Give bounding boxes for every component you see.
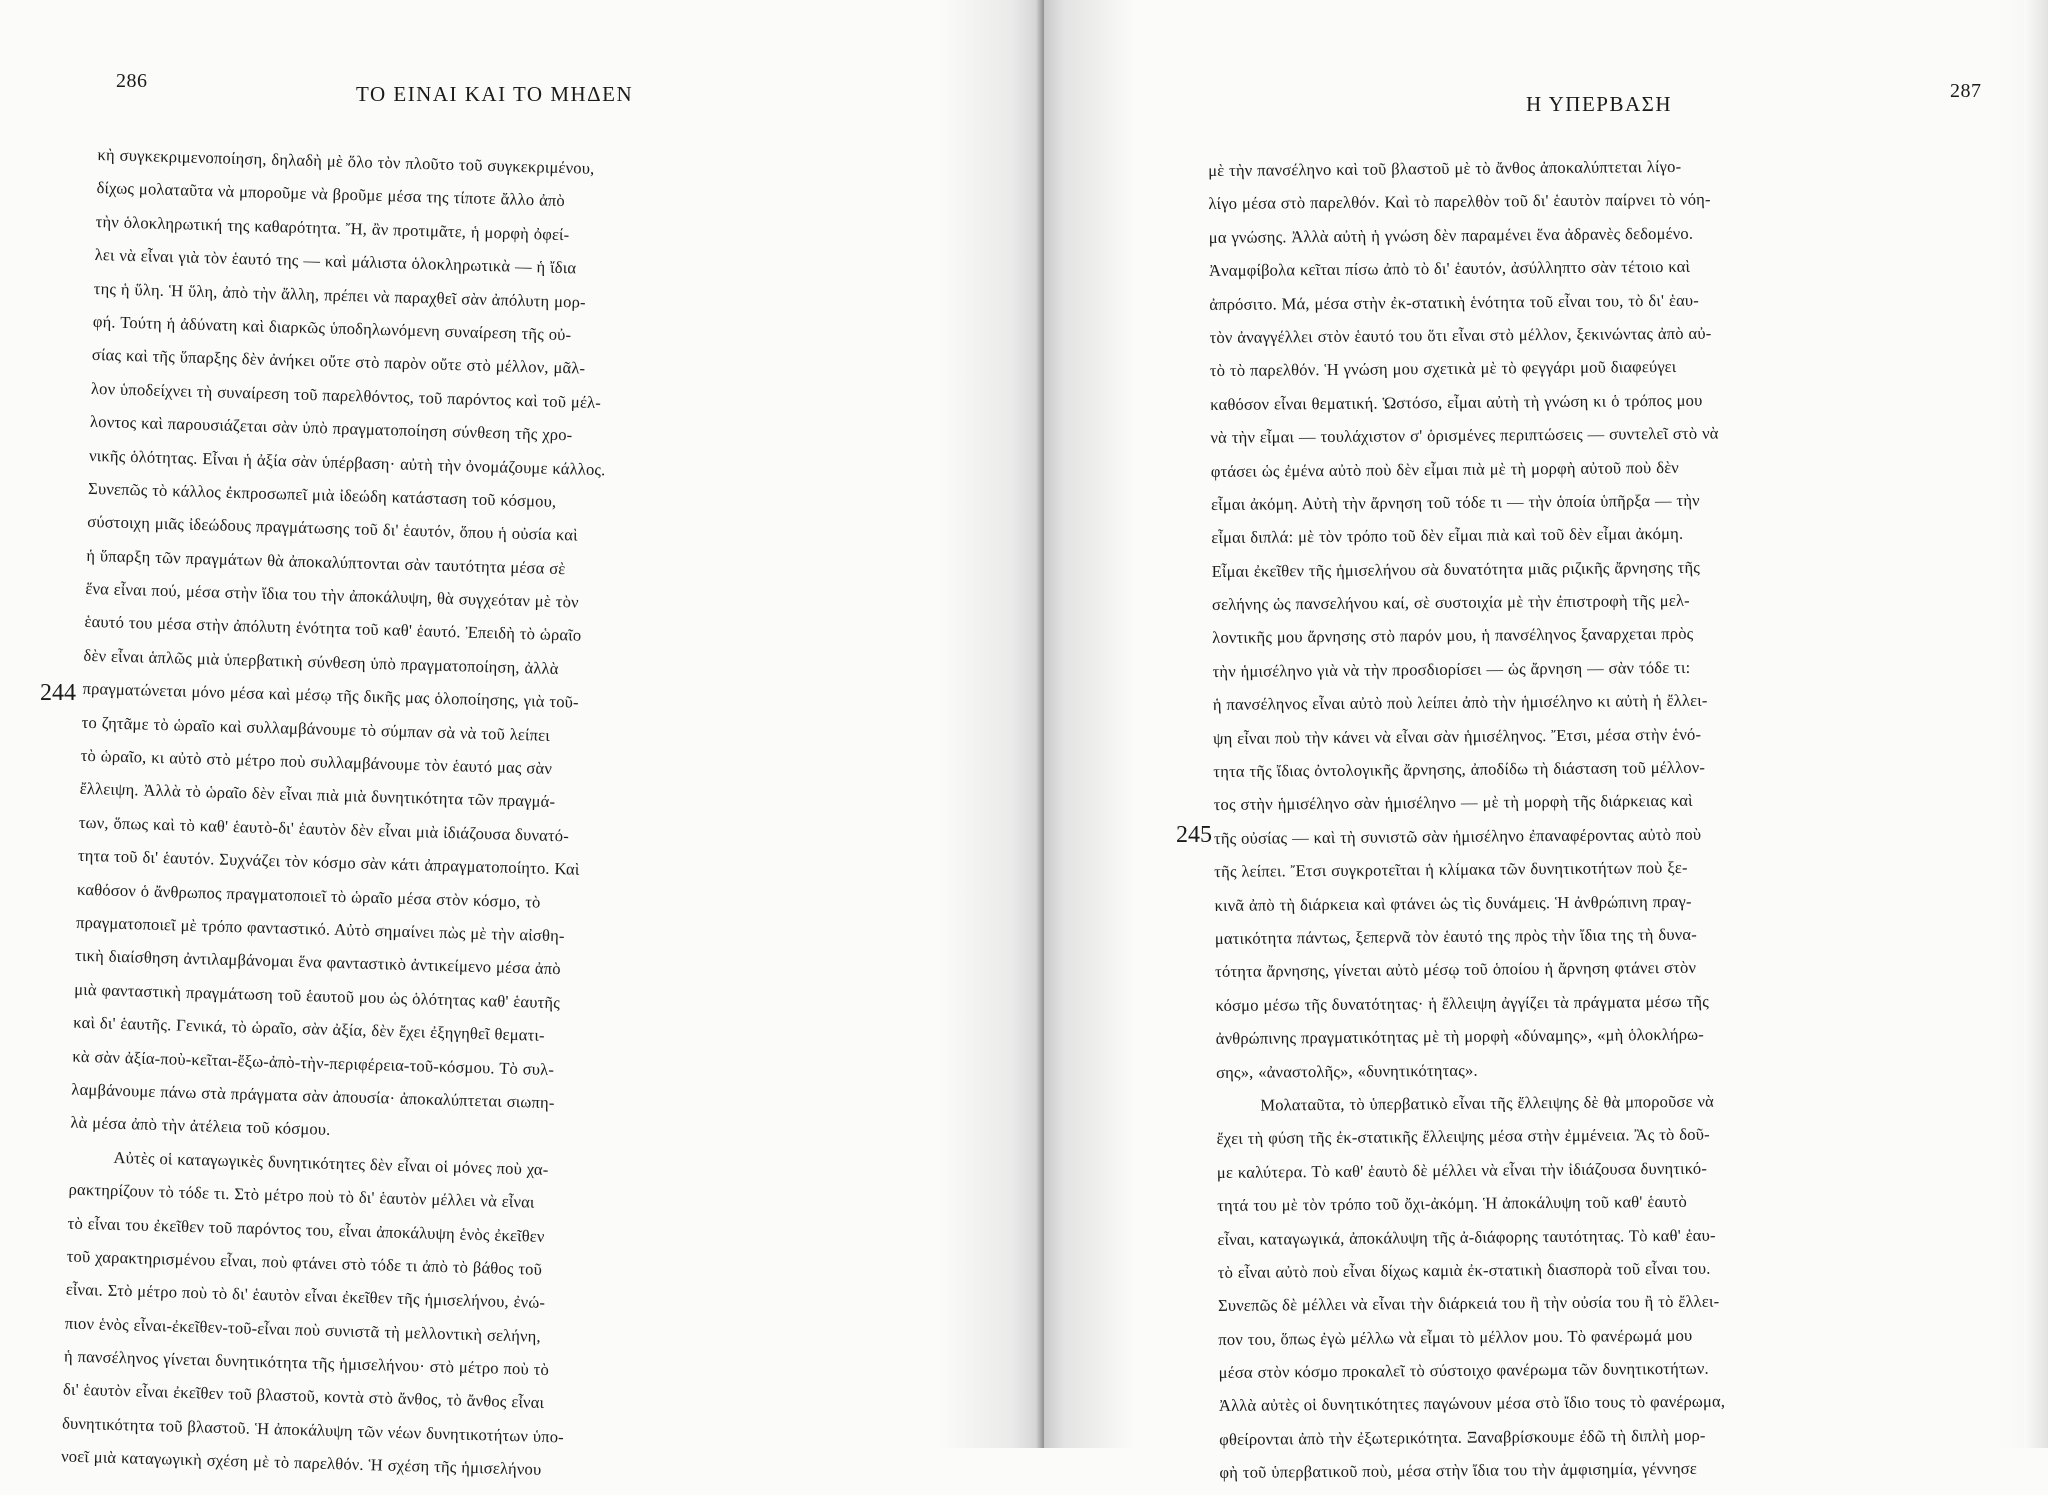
text-line: σης», «ἀναστολῆς», «δυνητικότητας».	[1215, 1060, 1478, 1082]
text-line: εἶμαι ἀκόμη. Αὐτὴ τὴν ἄρνηση τοῦ τόδε τι — τὴν ὁποία ὑπῆρξα — τὴν	[1210, 490, 1700, 514]
text-line: τικὴ διαίσθηση ἀντιλαμβάνομαι ἕνα φανταστικὸ ἀντικείμενο μέσα ἀπὸ	[74, 946, 562, 979]
text-line: Αὐτὲς οἱ καταγωγικὲς δυνητικότητες δὲν εἶναι οἱ μόνες ποὺ χα-	[113, 1147, 549, 1179]
text-line: εἶναι, καταγωγικά, ἀποκάλυψη τῆς ἀ-διάφορης ταυτότητας. Τὸ καθ' ἑαυ-	[1217, 1225, 1716, 1249]
page-number: 286	[116, 70, 148, 92]
text-line: λαμβάνουμε πάνω στὰ πράγματα σὰν ἀπουσία· ἀποκαλύπτεται σιωπη-	[71, 1079, 555, 1113]
text-line: πραγματώνεται μόνο μέσα καὶ μέσῳ τῆς δικῆς μας ὁλοποίησης, γιὰ τοῦ-	[82, 679, 579, 712]
text-line: ἔχει τὴ φύση τῆς ἐκ-στατικῆς ἔλλειψης μέσα στὴν ἐμμένεια. Ἂς τὸ δοῦ-	[1216, 1124, 1710, 1149]
text-line: Συνεπῶς δὲ μέλλει νὰ εἶναι τὴν διάρκειά του ἢ τὴν οὐσία του ἢ τὸ ἔλλει-	[1217, 1291, 1720, 1316]
text-line: ἔλλειψη. Ἀλλὰ τὸ ὡραῖο δὲν εἶναι πιὰ μιὰ δυνητικότητα τῶν πραγμά-	[79, 779, 556, 812]
text-line: πον του, ὅπως ἐγὼ μέλλω νὰ εἶμαι τὸ μέλλον μου. Τὸ φανέρωμά μου	[1218, 1325, 1693, 1349]
text-line: νικῆς ὁλότητας. Εἶναι ἡ ἀξία σὰν ὑπέρβαση· αὐτὴ τὴν ὀνομάζουμε κάλλος.	[88, 445, 606, 479]
text-line: σίας καὶ τῆς ὕπαρξης δὲν ἀνήκει οὔτε στὸ παρὸν οὔτε στὸ μέλλον, μᾶλ-	[91, 345, 586, 379]
running-head: ΤΟ ΕΙΝΑΙ ΚΑΙ ΤΟ ΜΗΔΕΝ	[356, 82, 634, 106]
text-line: της ἡ ὕλη. Ἡ ὕλη, ἀπὸ τὴν ἄλλη, πρέπει νὰ παραχθεῖ σὰν ἀπόλυτη μορ-	[93, 278, 587, 312]
text-line: λει νὰ εἶναι γιὰ τὸν ἑαυτό της — καὶ μάλιστα ὁλοκληρωτικὰ — ἡ ἴδια	[94, 245, 577, 278]
running-head: Η ΥΠΕΡΒΑΣΗ	[1526, 92, 1673, 116]
text-line: ψη εἶναι ποὺ τὴν κάνει νὰ εἶναι σὰν ἡμισέληνος. Ἔτσι, μέσα στὴν ἑνό-	[1213, 724, 1702, 748]
text-line: Εἶμαι ἐκεῖθεν τῆς ἡμισελήνου σὰ δυνατότητα μιᾶς ριζικῆς ἄρνησης τῆς	[1211, 557, 1701, 581]
text-line: τητά του μὲ τὸν τρόπο τοῦ ὄχι-ἀκόμη. Ἡ ἀποκάλυψη τοῦ καθ' ἑαυτὸ	[1217, 1191, 1687, 1216]
text-line: το ζητᾶμε τὸ ὡραῖο καὶ συλλαμβάνουμε τὸ σύμπαν σὰ νὰ τοῦ λείπει	[81, 712, 551, 745]
text-line: τῆς οὐσίας — καὶ τὴ συνιστῶ σὰν ἡμισέληνο ἐπαναφέροντας αὐτὸ ποὺ	[1213, 824, 1702, 848]
text-line: τοῦ χαρακτηρισμένου εἶναι, ποὺ φτάνει στὸ τόδε τι ἀπὸ τὸ βάθος τοῦ	[66, 1246, 543, 1279]
text-line: φθείρονται ἀπὸ τὴν ἐξωτερικότητα. Ξαναβρίσκουμε ἐδῶ τὴ διπλὴ μορ-	[1219, 1425, 1706, 1449]
text-column	[61, 138, 868, 1495]
text-line: πιον ἑνὸς εἶναι-ἐκεῖθεν-τοῦ-εἶναι ποὺ συνιστᾶ τὴ μελλοντικὴ σελήνη,	[64, 1313, 542, 1346]
text-line: ἡ ὕπαρξη τῶν πραγμάτων θὰ ἀποκαλύπτονται σὰν ταυτότητα μέσα σὲ	[86, 545, 566, 578]
page-number: 287	[1950, 80, 1982, 102]
text-line: τὸ ὡραῖο, κι αὐτὸ στὸ μέτρο ποὺ συλλαμβάνουμε τὸν ἑαυτό μας σὰν	[80, 745, 553, 778]
text-line: εἶμαι διπλά: μὲ τὸν τρόπο τοῦ δὲν εἶμαι πιὰ καὶ τοῦ δὲν εἶμαι ἀκόμη.	[1211, 524, 1684, 548]
text-line: δι' ἑαυτὸν εἶναι ἐκεῖθεν τοῦ βλαστοῦ, κοντὰ στὸ ἄνθος, τὸ ἄνθος εἶναι	[62, 1379, 545, 1413]
text-line: ρακτηρίζουν τὸ τόδε τι. Στὸ μέτρο ποὺ τὸ δι' ἑαυτὸν μέλλει νὰ εἶναι	[68, 1179, 535, 1212]
text-line: λοντικῆς μου ἄρνησης στὸ παρόν μου, ἡ πανσέληνος ξαναρχεται πρὸς	[1212, 624, 1694, 648]
text-line: τότητα ἄρνησης, γίνεται αὐτὸ μέσῳ τοῦ ὁποίου ἡ ἄρνηση φτάνει στὸν	[1215, 958, 1697, 982]
text-line: ἡ πανσέληνος εἶναι αὐτὸ ποὺ λείπει ἀπὸ τὴν ἡμισέληνο κι αὐτὴ ἡ ἔλλει-	[1212, 690, 1708, 715]
text-line: κὰ σὰν ἀξία-ποὺ-κεῖται-ἔξω-ἀπὸ-τὴν-περιφέρεια-τοῦ-κόσμου. Τὸ συλ-	[72, 1046, 555, 1079]
text-line: τητα τοῦ δι' ἑαυτόν. Συχνάζει τὸν κόσμο σὰν κάτι ἀπραγματοποίητο. Καὶ	[77, 845, 580, 879]
text-line: νοεῖ μιὰ καταγωγικὴ σχέση μὲ τὸ παρελθόν. Ἡ σχέση τῆς ἡμισελήνου	[60, 1446, 542, 1480]
text-line: ἕνα εἶναι πού, μέσα στὴν ἴδια του τὴν ἀποκάλυψη, θὰ συγχεόταν μὲ τὸν	[85, 578, 579, 612]
text-line: καθόσον ὁ ἄνθρωπος πραγματοποιεῖ τὸ ὡραῖο μέσα στὸν κόσμο, τὸ	[76, 879, 541, 912]
text-line: Μολαταῦτα, τὸ ὑπερβατικὸ εἶναι τῆς ἔλλειψης δὲ θὰ μποροῦσε νὰ	[1260, 1091, 1715, 1115]
text-line: μὲ τὴν πανσέληνο καὶ τοῦ βλαστοῦ μὲ τὸ ἄνθος ἀποκαλύπτεται λίγο-	[1208, 156, 1682, 180]
text-line: Ἀλλὰ αὐτὲς οἱ δυνητικότητες παγώνουν μέσα στὸ ἴδιο τους τὸ φανέρωμα,	[1218, 1391, 1726, 1416]
text-line: τὸ εἶναι του ἐκεῖθεν τοῦ παρόντος του, εἶναι ἀποκάλυψη ἑνὸς ἐκεῖθεν	[67, 1213, 545, 1246]
text-line: των, ὅπως καὶ τὸ καθ' ἑαυτὸ-δι' ἑαυτὸν δὲν εἶναι μιὰ ἰδιάζουσα δυνατό-	[78, 812, 570, 846]
text-line: μα γνώσης. Ἀλλὰ αὐτὴ ἡ γνώση δὲν παραμένει ἕνα ἀδρανὲς δεδομένο.	[1208, 223, 1694, 247]
text-line: λὰ μέσα ἀπὸ τὴν ἀτέλεια τοῦ κόσμου.	[70, 1112, 331, 1140]
text-line: μιὰ φανταστικὴ πραγμάτωση τοῦ ἑαυτοῦ μου ὡς ὁλότητας καθ' ἑαυτῆς	[73, 979, 561, 1012]
page-edge	[2024, 0, 2048, 1448]
text-line: ἑαυτό του μέσα στὴν ἀπόλυτη ἑνότητα τοῦ καθ' ἑαυτό. Ἐπειδὴ τὸ ὡραῖο	[84, 612, 582, 646]
text-line: με καλύτερα. Τὸ καθ' ἑαυτὸ δὲ μέλλει νὰ εἶναι τὴν ἰδιάζουσα δυνητικό-	[1216, 1158, 1708, 1182]
text-line: καθόσον εἶναι θεματική. Ὡστόσο, εἶμαι αὐτὴ τὴ γνώση κι ὁ τρόπος μου	[1210, 390, 1703, 414]
text-line: κινᾶ ἀπὸ τὴ διάρκεια καὶ φτάνει ὡς τὶς δυνάμεις. Ἡ ἀνθρώπινη πραγ-	[1214, 891, 1692, 915]
right-page	[1044, 0, 2048, 1483]
text-line: κόσμο μέσω τῆς δυνατότητας· ἡ ἔλλειψη ἀγγίζει τὰ πράγματα μέσω τῆς	[1215, 991, 1709, 1015]
text-line: φτάσει ὡς ἐμένα αὐτὸ ποὺ δὲν εἶμαι πιὰ μὲ τὴ μορφὴ αὐτοῦ ποὺ δὲν	[1210, 457, 1680, 481]
text-line: ἀνθρώπινης πραγματικότητας μὲ τὴ μορφὴ «δύναμης», «μὴ ὁλοκλήρω-	[1215, 1024, 1704, 1049]
text-line: τητα τῆς ἴδιας ὀντολογικῆς ἄρνησης, ἀποδίδω τὴ διάσταση τοῦ μέλλον-	[1213, 757, 1706, 782]
text-line: τὸ τὸ παρελθόν. Ἡ γνώση μου σχετικὰ μὲ τὸ φεγγάρι μοῦ διαφεύγει	[1209, 357, 1677, 381]
text-line: μέσα στὸν κόσμο προκαλεῖ τὸ σύστοιχο φανέρωμα τῶν δυνητικοτήτων.	[1218, 1358, 1709, 1383]
text-line: τὸ εἶναι αὐτὸ ποὺ εἶναι δίχως καμιὰ ἐκ-στατικὴ διασπορὰ τοῦ εἶναι του.	[1217, 1258, 1711, 1282]
text-line: σελήνης ὡς πανσελήνου καί, σὲ συστοιχία μὲ τὴν ἐπιστροφὴ τῆς μελ-	[1211, 590, 1690, 615]
text-line: φὴ τοῦ ὑπερβατικοῦ ποὺ, μέσα στὴν ἴδια του τὴν ἀμφισημία, γέννησε	[1219, 1459, 1698, 1483]
text-line: τὴν ὁλοκληρωτική της καθαρότητα. Ἤ, ἂν προτιμᾶτε, ἡ μορφὴ ὀφεί-	[95, 211, 570, 244]
text-line: λον ὑποδείχνει τὴ συναίρεση τοῦ παρελθόντος, τοῦ παρόντος καὶ τοῦ μέλ-	[90, 378, 602, 412]
text-line: πραγματοποιεῖ μὲ τρόπο φανταστικό. Αὐτὸ σημαίνει πὼς μὲ τὴν αἰσθη-	[75, 912, 565, 946]
margin-page-reference: 245	[1176, 822, 1212, 848]
text-line: νὰ τὴν εἶμαι — τουλάχιστον σ' ὁρισμένες περιπτώσεις — συντελεῖ στὸ νὰ	[1210, 423, 1719, 448]
margin-page-reference: 244	[40, 680, 76, 706]
text-line: ἡ πανσέληνος γίνεται δυνητικότητα τῆς ἡμισελήνου· στὸ μέτρο ποὺ τὸ	[63, 1346, 550, 1380]
text-line: σύστοιχη μιᾶς ἰδεώδους πραγμάτωσης τοῦ δι' ἑαυτόν, ὅπου ἡ οὐσία καὶ	[87, 512, 579, 545]
text-line: ματικότητα πάντως, ξεπερνᾶ τὸν ἑαυτό της πρὸς τὴν ἴδια της τὴ δυνα-	[1214, 924, 1697, 948]
text-column	[1208, 147, 2038, 1490]
text-line: λοντος καὶ παρουσιάζεται σὰν ὑπὸ πραγματοποίηση σύνθεση τῆς χρο-	[89, 412, 573, 445]
text-line: δὲν εἶναι ἁπλῶς μιὰ ὑπερβατικὴ σύνθεση ὑπὸ πραγματοποίηση, ἀλλὰ	[83, 645, 559, 678]
text-line: Ἀναμφίβολα κεῖται πίσω ἀπὸ τὸ δι' ἑαυτόν, ἀσύλληπτο σὰν τέτοιο καὶ	[1208, 256, 1691, 281]
text-line: τὸν ἀναγγέλλει στὸν ἑαυτό του ὅτι εἶναι στὸ μέλλον, ξεκινώντας ἀπὸ αὐ-	[1209, 323, 1712, 347]
text-line: εἶναι. Στὸ μέτρο ποὺ τὸ δι' ἑαυτὸν εἶναι ἐκεῖθεν τῆς ἡμισελήνου, ἐνώ-	[65, 1279, 546, 1313]
text-line: τὴν ἡμισέληνο γιὰ νὰ τὴν προσδιορίσει — ὡς ἄρνηση — σὰν τόδε τι:	[1212, 657, 1691, 681]
text-line: δυνητικότητα τοῦ βλαστοῦ. Ἡ ἀποκάλυψη τῶν νέων δυνητικοτήτων ὑπο-	[61, 1413, 565, 1447]
text-line: καὶ δι' ἑαυτῆς. Γενικά, τὸ ὡραῖο, σὰν ἀξία, δὲν ἔχει ἐξηγηθεῖ θεματι-	[73, 1012, 546, 1045]
text-line: φή. Τούτη ἡ ἀδύνατη καὶ διαρκῶς ὑποδηλωνόμενη συναίρεση τῆς οὐ-	[92, 311, 572, 345]
text-line: λίγο μέσα στὸ παρελθόν. Καὶ τὸ παρελθὸν τοῦ δι' ἑαυτὸν παίρνει τὸ νόη-	[1208, 190, 1711, 214]
text-line: κὴ συγκεκριμενοποίηση, δηλαδὴ μὲ ὅλο τὸν πλοῦτο τοῦ συγκεκριμένου,	[97, 144, 595, 178]
text-line: τος στὴν ἡμισέληνο σὰν ἡμισέληνο — μὲ τὴ μορφὴ τῆς διάρκειας καὶ	[1213, 791, 1693, 815]
text-line: Συνεπῶς τὸ κάλλος ἐκπροσωπεῖ μιὰ ἰδεώδη κατάσταση τοῦ κόσμου,	[87, 478, 557, 511]
text-line: δίχως μολαταῦτα νὰ μποροῦμε νὰ βροῦμε μέσα της τίποτε ἄλλο ἀπὸ	[96, 178, 566, 211]
text-line: ἀπρόσιτο. Μά, μέσα στὴν ἐκ-στατικὴ ἑνότητα τοῦ εἶναι του, τὸ δι' ἑαυ-	[1209, 290, 1699, 314]
text-line: τῆς λείπει. Ἔτσι συγκροτεῖται ἡ κλίμακα τῶν δυνητικοτήτων ποὺ ξε-	[1214, 858, 1688, 882]
